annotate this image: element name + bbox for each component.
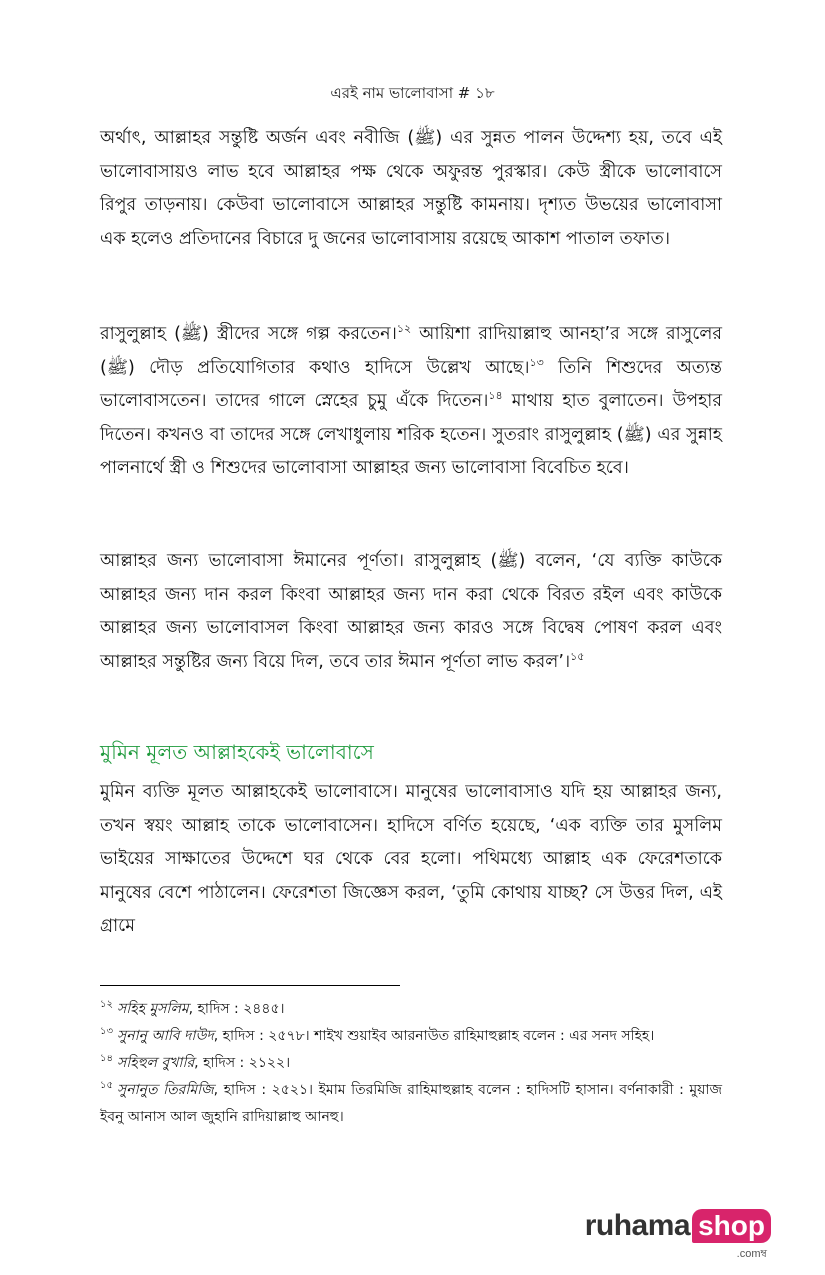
- paragraph-2-text: [100, 318, 722, 486]
- footnote-detail: , হাদিস : ২৫৭৮। শাইখ শুয়াইব আরনাউত রাহিমাহুল্লাহ বলেন : এর সনদ সহিহ।: [213, 1028, 655, 1044]
- footnote-source: সহিহ মুসলিম: [117, 1001, 189, 1017]
- running-title: এরই নাম ভালোবাসা # ১৮: [330, 84, 495, 102]
- footnote-ref-13[interactable]: ১৩: [529, 355, 544, 369]
- paragraph-2-part-c: তিনি শিশুদের অত্যন্ত ভালোবাসতেন। তাদের গালে স্নেহের চুমু এঁকে দিতেন।: [100, 357, 722, 411]
- footnote-divider: [100, 985, 400, 986]
- paragraph-1-text: অর্থাৎ, আল্লাহর সন্তুষ্টি অর্জন এবং নবীজি (ﷺ) এর সুন্নত পালন উদ্দেশ্য হয়, তবে এই ভালোবাসায়ও লাভ হবে আল্লাহর পক্ষ থেকে অফুরন্ত পুরস্কার। কেউ স্ত্রীকে ভালোবাসে রিপুর তাড়নায়। কেউবা ভালোবাসে আল্লাহর সন্তুষ্টি কামনায়। দৃশ্যত উভয়ের ভালোবাসা এক হলেও প্রতিদানের বিচারে দু জনের ভালোবাসায় রয়েছে আকাশ পাতাল তফাত।: [100, 128, 722, 249]
- footnote-14: [100, 1050, 722, 1077]
- section-heading: মুমিন মূলত আল্লাহকেই ভালোবাসে: [100, 740, 374, 764]
- footnote-detail: , হাদিস : ২১২২।: [194, 1055, 291, 1071]
- footnote-mark: ১৫: [100, 1080, 113, 1092]
- paragraph-3-part-a: আল্লাহর জন্য ভালোবাসা ঈমানের পূর্ণতা। রাসুলুল্লাহ (ﷺ) বলেন, ‘যে ব্যক্তি কাউকে আল্লাহর জন্য দান করল কিংবা আল্লাহর জন্য দান করা থেকে বিরত রইল এবং কাউকে আল্লাহর জন্য ভালোবাসল কিংবা আল্লাহর জন্য কারও সঙ্গে বিদ্বেষ পোষণ করল এবং আল্লাহর সন্তুষ্টির জন্য বিয়ে দিল, তবে তার ঈমান পূর্ণতা লাভ করল’।: [100, 551, 723, 672]
- logo-wordmark-right: shop: [692, 1209, 771, 1243]
- footnote-15: [100, 1077, 722, 1131]
- footnote-source: সুনানু আবি দাউদ: [117, 1028, 214, 1044]
- paragraph-4: [100, 776, 722, 944]
- footnote-mark: ১৩: [100, 1026, 113, 1038]
- footnote-ref-14[interactable]: ১৪: [488, 389, 503, 403]
- paragraph-4-text: মুমিন ব্যক্তি মূলত আল্লাহকেই ভালোবাসে। মানুষের ভালোবাসাও যদি হয় আল্লাহর জন্য, তখন স্বয়ং আল্লাহ তাকে ভালোবাসেন। হাদিসে বর্ণিত হয়েছে, ‘এক ব্যক্তি তার মুসলিম ভাইয়ের সাক্ষাতের উদ্দেশে ঘর থেকে বের হলো। পথিমধ্যে আল্লাহ এক ফেরেশতাকে মানুষের বেশে পাঠালেন। ফেরেশতা জিজ্ঞেস করল, ‘তুমি কোথায় যাচ্ছ? সে উত্তর দিল, এই গ্রামে: [100, 782, 722, 936]
- paragraph-2-part-a: রাসুলুল্লাহ (ﷺ) স্ত্রীদের সঙ্গে গল্প করতেন।: [100, 324, 397, 344]
- ruhamashop-logo[interactable]: [584, 1209, 771, 1260]
- paragraph-2-part-d: মাথায় হাত বুলাতেন। উপহার দিতেন। কখনও বা তাদের সঙ্গে লেখাধুলায় শরিক হতেন। সুতরাং রাসুলুল্লাহ (ﷺ) এর সুন্নাহ পালনার্থে স্ত্রী ও শিশুদের ভালোবাসা আল্লাহর জন্য ভালোবাসা বিবেচিত হবে।: [100, 391, 722, 478]
- footnote-detail: , হাদিস : ২৫২১। ইমাম তিরমিজি রাহিমাহুল্লাহ বলেন : হাদিসটি হাসান। বর্ণনাকারী : মুয়াজ ইবনু আনাস আল জুহানি রাদিয়াল্লাহু আনহু।: [100, 1082, 722, 1125]
- footnote-ref-12[interactable]: ১২: [396, 322, 412, 336]
- paragraph-2: [100, 318, 722, 486]
- footnote-13: [100, 1023, 722, 1050]
- footnote-detail: , হাদিস : ২৪৪৫।: [188, 1001, 285, 1017]
- paragraph-3-text: [100, 545, 722, 679]
- footnote-mark: ১২: [100, 999, 113, 1011]
- footnote-ref-15[interactable]: ১৫: [570, 649, 585, 663]
- paragraph-2-part-b: আয়িশা রাদিয়াল্লাহু আনহা’র সঙ্গে রাসুলের (ﷺ) দৌড় প্রতিযোগিতার কথাও হাদিসে উল্লেখ আছে।: [100, 324, 722, 378]
- logo-domain: .comম্ব: [736, 1248, 767, 1260]
- footnotes: [100, 996, 722, 1131]
- footnote-12: [100, 996, 722, 1023]
- paragraph-3: [100, 545, 722, 679]
- paragraph-1: [100, 122, 722, 256]
- footnote-mark: ১৪: [100, 1053, 113, 1065]
- footnote-source: সুনানুত তিরমিজি: [116, 1082, 214, 1098]
- logo-wordmark-left: ruhama: [584, 1209, 691, 1242]
- footnote-source: সহিহুল বুখারি: [116, 1055, 195, 1071]
